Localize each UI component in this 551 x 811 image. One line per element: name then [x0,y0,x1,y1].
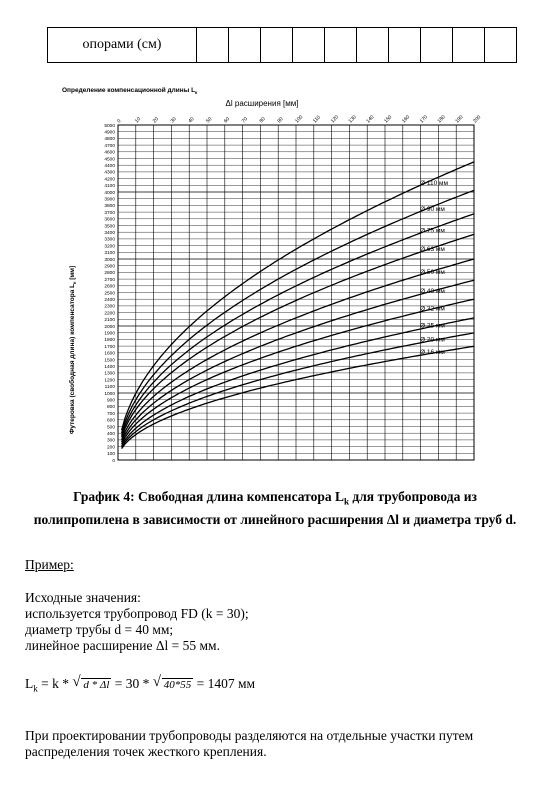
table-empty-cell [261,28,293,63]
x-axis-label: Δl расширения [мм] [225,99,299,108]
x-tick-label: 130 [347,114,358,125]
y-tick-label: 3500 [104,224,115,230]
example-line: используется трубопровод FD (k = 30); [25,606,249,621]
table-empty-cell [357,28,389,63]
y-tick-label: 0 [112,458,115,464]
x-tick-label: 20 [151,116,160,125]
series-label: Ø 110 мм [420,179,449,187]
series-line [122,162,474,430]
x-tick-label: 190 [454,114,465,125]
y-tick-label: 4600 [104,150,115,156]
sqrt-symbol: √ d * Δl [72,674,110,691]
final-paragraph: При проектировании трубопроводы разделяются на отдельные участки путем распределения точек жесткого крепления. [25,728,474,759]
formula-lhs: L [25,676,34,691]
formula-lhs-sub: k [33,683,38,694]
y-tick-label: 3100 [104,251,115,257]
y-tick-label: 2000 [104,324,115,330]
x-tick-label: 180 [436,114,447,125]
y-tick-label: 600 [106,418,115,424]
table-empty-cell [421,28,453,63]
y-tick-label: 3400 [104,231,115,236]
compensator-length-chart [0,80,551,480]
x-tick-label: 40 [187,116,196,125]
y-tick-label: 3600 [104,217,115,223]
formula-result: = 1407 мм [193,676,256,691]
series-label: Ø 90 мм [420,205,445,213]
y-tick-label: 2700 [104,277,115,283]
y-tick-label: 1200 [104,378,115,384]
y-tick-label: 2800 [104,271,115,277]
example-lines [25,590,249,654]
y-tick-label: 4200 [104,177,115,183]
x-tick-label: 110 [311,114,322,125]
y-tick-label: 1000 [104,391,115,397]
table-label-cell: опорами (см) [48,28,197,63]
y-tick-label: 200 [106,445,115,451]
y-tick-label: 4500 [104,157,115,163]
x-tick-label: 150 [383,114,394,125]
example-heading: Пример: [25,557,74,572]
x-tick-label: 120 [329,114,340,125]
y-axis-label: Футеровка (свободная длина) компенсатора $L_к$ [мм] [69,265,77,435]
y-tick-label: 300 [106,438,115,444]
y-tick-label: 2400 [104,298,115,303]
y-tick-labels [104,123,115,464]
formula-part: = 30 * [111,676,153,691]
y-tick-label: 500 [106,425,115,431]
y-tick-label: 3800 [104,204,115,210]
y-tick-label: 900 [106,398,115,404]
x-tick-label: 170 [418,114,429,125]
y-tick-label: 4300 [104,170,115,176]
series-line [122,299,474,444]
example-line: Исходные значения: [25,590,141,605]
x-tick-label: 60 [222,116,232,125]
x-tick-label: 160 [400,114,412,125]
caption-suffix: для трубопровода из полипропилена в зависимости от линейного расширения Δl и диаметра труб d. [33,489,517,527]
series-label: Ø 32 мм [420,305,445,313]
sqrt-symbol: √ 40*55 [152,674,192,691]
y-tick-label: 1700 [104,344,115,350]
y-tick-label: 2900 [104,264,115,270]
y-tick-label: 3700 [104,210,115,216]
x-tick-label: 80 [258,116,267,125]
series-label: Ø 40 мм [420,288,445,296]
properties-table [47,27,517,63]
table-empty-cell [325,28,357,63]
y-tick-label: 4900 [104,130,115,136]
x-tick-label: 140 [365,114,376,125]
table-empty-cell [389,28,421,63]
y-tick-label: 5000 [104,123,115,129]
y-tick-label: 3300 [104,237,115,243]
series-label: Ø 75 мм [420,227,445,235]
series-line [122,280,474,442]
y-tick-label: 3000 [104,257,115,263]
y-tick-label: 4000 [104,190,115,196]
y-tick-label: 1500 [104,358,115,364]
x-tick-label: 90 [276,116,285,125]
x-tick-label: 0 [116,118,123,125]
y-tick-label: 1300 [104,371,115,377]
radicand: 40*55 [163,679,192,691]
x-tick-labels [116,114,482,124]
formula-part: = k * [37,676,73,691]
table-empty-cell [485,28,517,63]
y-tick-label: 2500 [104,291,115,297]
y-tick-label: 800 [106,405,115,411]
y-tick-label: 2200 [104,311,115,317]
table-empty-cell [293,28,325,63]
y-tick-label: 1900 [104,331,115,337]
x-tick-label: 30 [169,116,178,125]
y-tick-label: 2600 [104,284,115,290]
x-tick-label: 50 [205,116,214,125]
y-tick-label: 700 [106,411,115,417]
x-tick-label: 10 [133,116,143,125]
y-tick-label: 4400 [104,164,115,169]
y-tick-label: 4800 [104,137,115,143]
y-tick-label: 4700 [104,143,115,149]
y-tick-label: 1800 [104,338,115,344]
y-tick-label: 4100 [104,184,115,190]
table-row [48,28,517,63]
y-tick-label: 2100 [104,318,115,324]
caption-prefix: График 4: Свободная длина компенсатора L [73,489,344,504]
caption-sub: k [343,496,349,507]
chart-title: Определение компенсационной длины $L_к$ [62,87,198,95]
x-tick-label: 70 [240,116,249,125]
y-tick-label: 1100 [104,385,115,391]
formula [25,676,255,694]
example-line: диаметр трубы d = 40 мм; [25,622,174,637]
x-tick-label: 200 [472,114,483,125]
figure-caption [30,488,520,528]
example-line: линейное расширение Δl = 55 мм. [25,638,220,653]
y-tick-label: 1400 [104,365,115,370]
y-tick-label: 3900 [104,197,115,203]
series-label: Ø 63 мм [420,246,445,254]
table-empty-cell [453,28,485,63]
series-label: Ø 50 мм [420,268,445,276]
series-label: Ø 20 мм [420,336,445,344]
table-empty-cell [197,28,229,63]
series-label: Ø 25 мм [420,322,445,330]
y-tick-label: 3200 [104,244,115,250]
series-label: Ø 16 мм [420,348,445,356]
y-tick-label: 100 [106,452,115,458]
table-empty-cell [229,28,261,63]
y-tick-label: 2300 [104,304,115,310]
y-tick-label: 400 [106,432,115,437]
radicand: d * Δl [83,679,110,691]
y-tick-label: 1600 [104,351,115,357]
x-tick-label: 100 [294,114,305,125]
